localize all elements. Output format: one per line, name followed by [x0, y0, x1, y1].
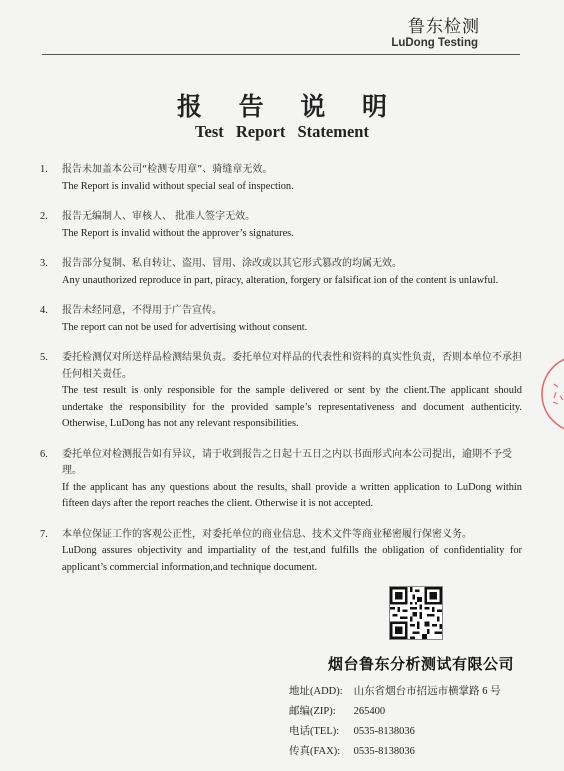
contact-tel [289, 722, 501, 742]
red-seal-stamp [524, 352, 564, 436]
item-text-en: LuDong assures objectivity and impartiality of the test,and fulfills the obligation of confidentiality for applicant’s commercial information,and technique document. [62, 545, 522, 573]
item-number: 2. [40, 211, 48, 222]
footer-contacts [289, 682, 501, 762]
item-number: 5. [40, 352, 48, 363]
item-text-en: The report can not be used for advertising without consent. [62, 321, 308, 333]
item-text-cn: 报告无编制人、审核人、 批准人签字无效。 [62, 211, 256, 222]
statement-item-7 [40, 527, 522, 577]
item-text-cn: 报告未加盖本公司“检测专用章”、骑缝章无效。 [62, 164, 273, 175]
item-text-cn: 委托检测仅对所送样品检测结果负责。委托单位对样品的代表性和资料的真实性负责，否则本单位不承担任何相关责任。 [62, 352, 522, 380]
item-text-cn: 报告未经同意，不得用于广告宣传。 [62, 305, 222, 316]
item-text-cn: 本单位保证工作的客观公正性，对委托单位的商业信息、技术文件等商业秘密履行保密义务。 [62, 528, 472, 540]
contact-value: 山东省烟台市招远市横掌路 6 号 [353, 686, 501, 697]
item-text-en: The Report is invalid without the approver’s signatures. [62, 227, 294, 239]
header-divider [42, 54, 520, 55]
title-chinese: 报 告 说 明 [176, 92, 402, 121]
statement-item-3 [40, 256, 522, 289]
contact-label: 传真(FAX): [289, 746, 341, 757]
item-text-en: The test result is only responsible for the sample delivered or sent by the client.The applicant should undertake the responsibility for the provided sample’s representativeness and document authenticity. Otherwise, LuDong has not any relevant responsibilities. [62, 385, 522, 429]
contact-value: 0535-8138036 [353, 726, 415, 737]
item-text-en: Any unauthorized reproduce in part, piracy, alteration, forgery or falsificat ion of the content is unlawful. [62, 274, 499, 286]
item-number: 3. [40, 258, 48, 269]
qr-code [389, 586, 443, 640]
statement-item-6 [40, 447, 522, 513]
item-number: 6. [40, 448, 48, 460]
contact-address [289, 682, 501, 702]
header-company-en: LuDong Testing [391, 37, 478, 49]
item-text-en: If the applicant has any questions about the results, shall provide a written application to LuDong within fifteen days after the report reaches the client. Otherwise it is not accepted. [62, 481, 522, 509]
statement-item-4 [40, 303, 522, 336]
contact-label: 电话(TEL): [289, 726, 340, 737]
contact-fax [289, 742, 501, 762]
footer-company-name: 烟台鲁东分析测试有限公司 [328, 655, 515, 673]
contact-zip [289, 702, 501, 722]
contact-label: 地址(ADD): [289, 686, 343, 697]
item-number: 7. [40, 528, 48, 540]
contact-value: 265400 [353, 706, 386, 717]
statement-item-1 [40, 162, 522, 195]
contact-label: 邮编(ZIP): [289, 706, 336, 717]
statement-item-5 [40, 350, 522, 433]
item-text-en: The Report is invalid without special seal of inspection. [62, 180, 294, 192]
item-text-cn: 报告部分复制、私自转让、盗用、冒用、涂改或以其它形式篡改的均属无效。 [62, 258, 402, 269]
item-number: 4. [40, 305, 48, 316]
item-text-cn: 委托单位对检测报告如有异议，请于收到报告之日起十五日之内以书面形式向本公司提出，逾期不予受理。 [62, 448, 512, 476]
header-company-cn: 鲁东检测 [408, 17, 480, 37]
contact-value: 0535-8138036 [353, 746, 415, 757]
item-number: 1. [40, 164, 48, 175]
statement-list [40, 162, 522, 590]
title-english: Test Report Statement [195, 122, 369, 141]
statement-item-2 [40, 209, 522, 242]
